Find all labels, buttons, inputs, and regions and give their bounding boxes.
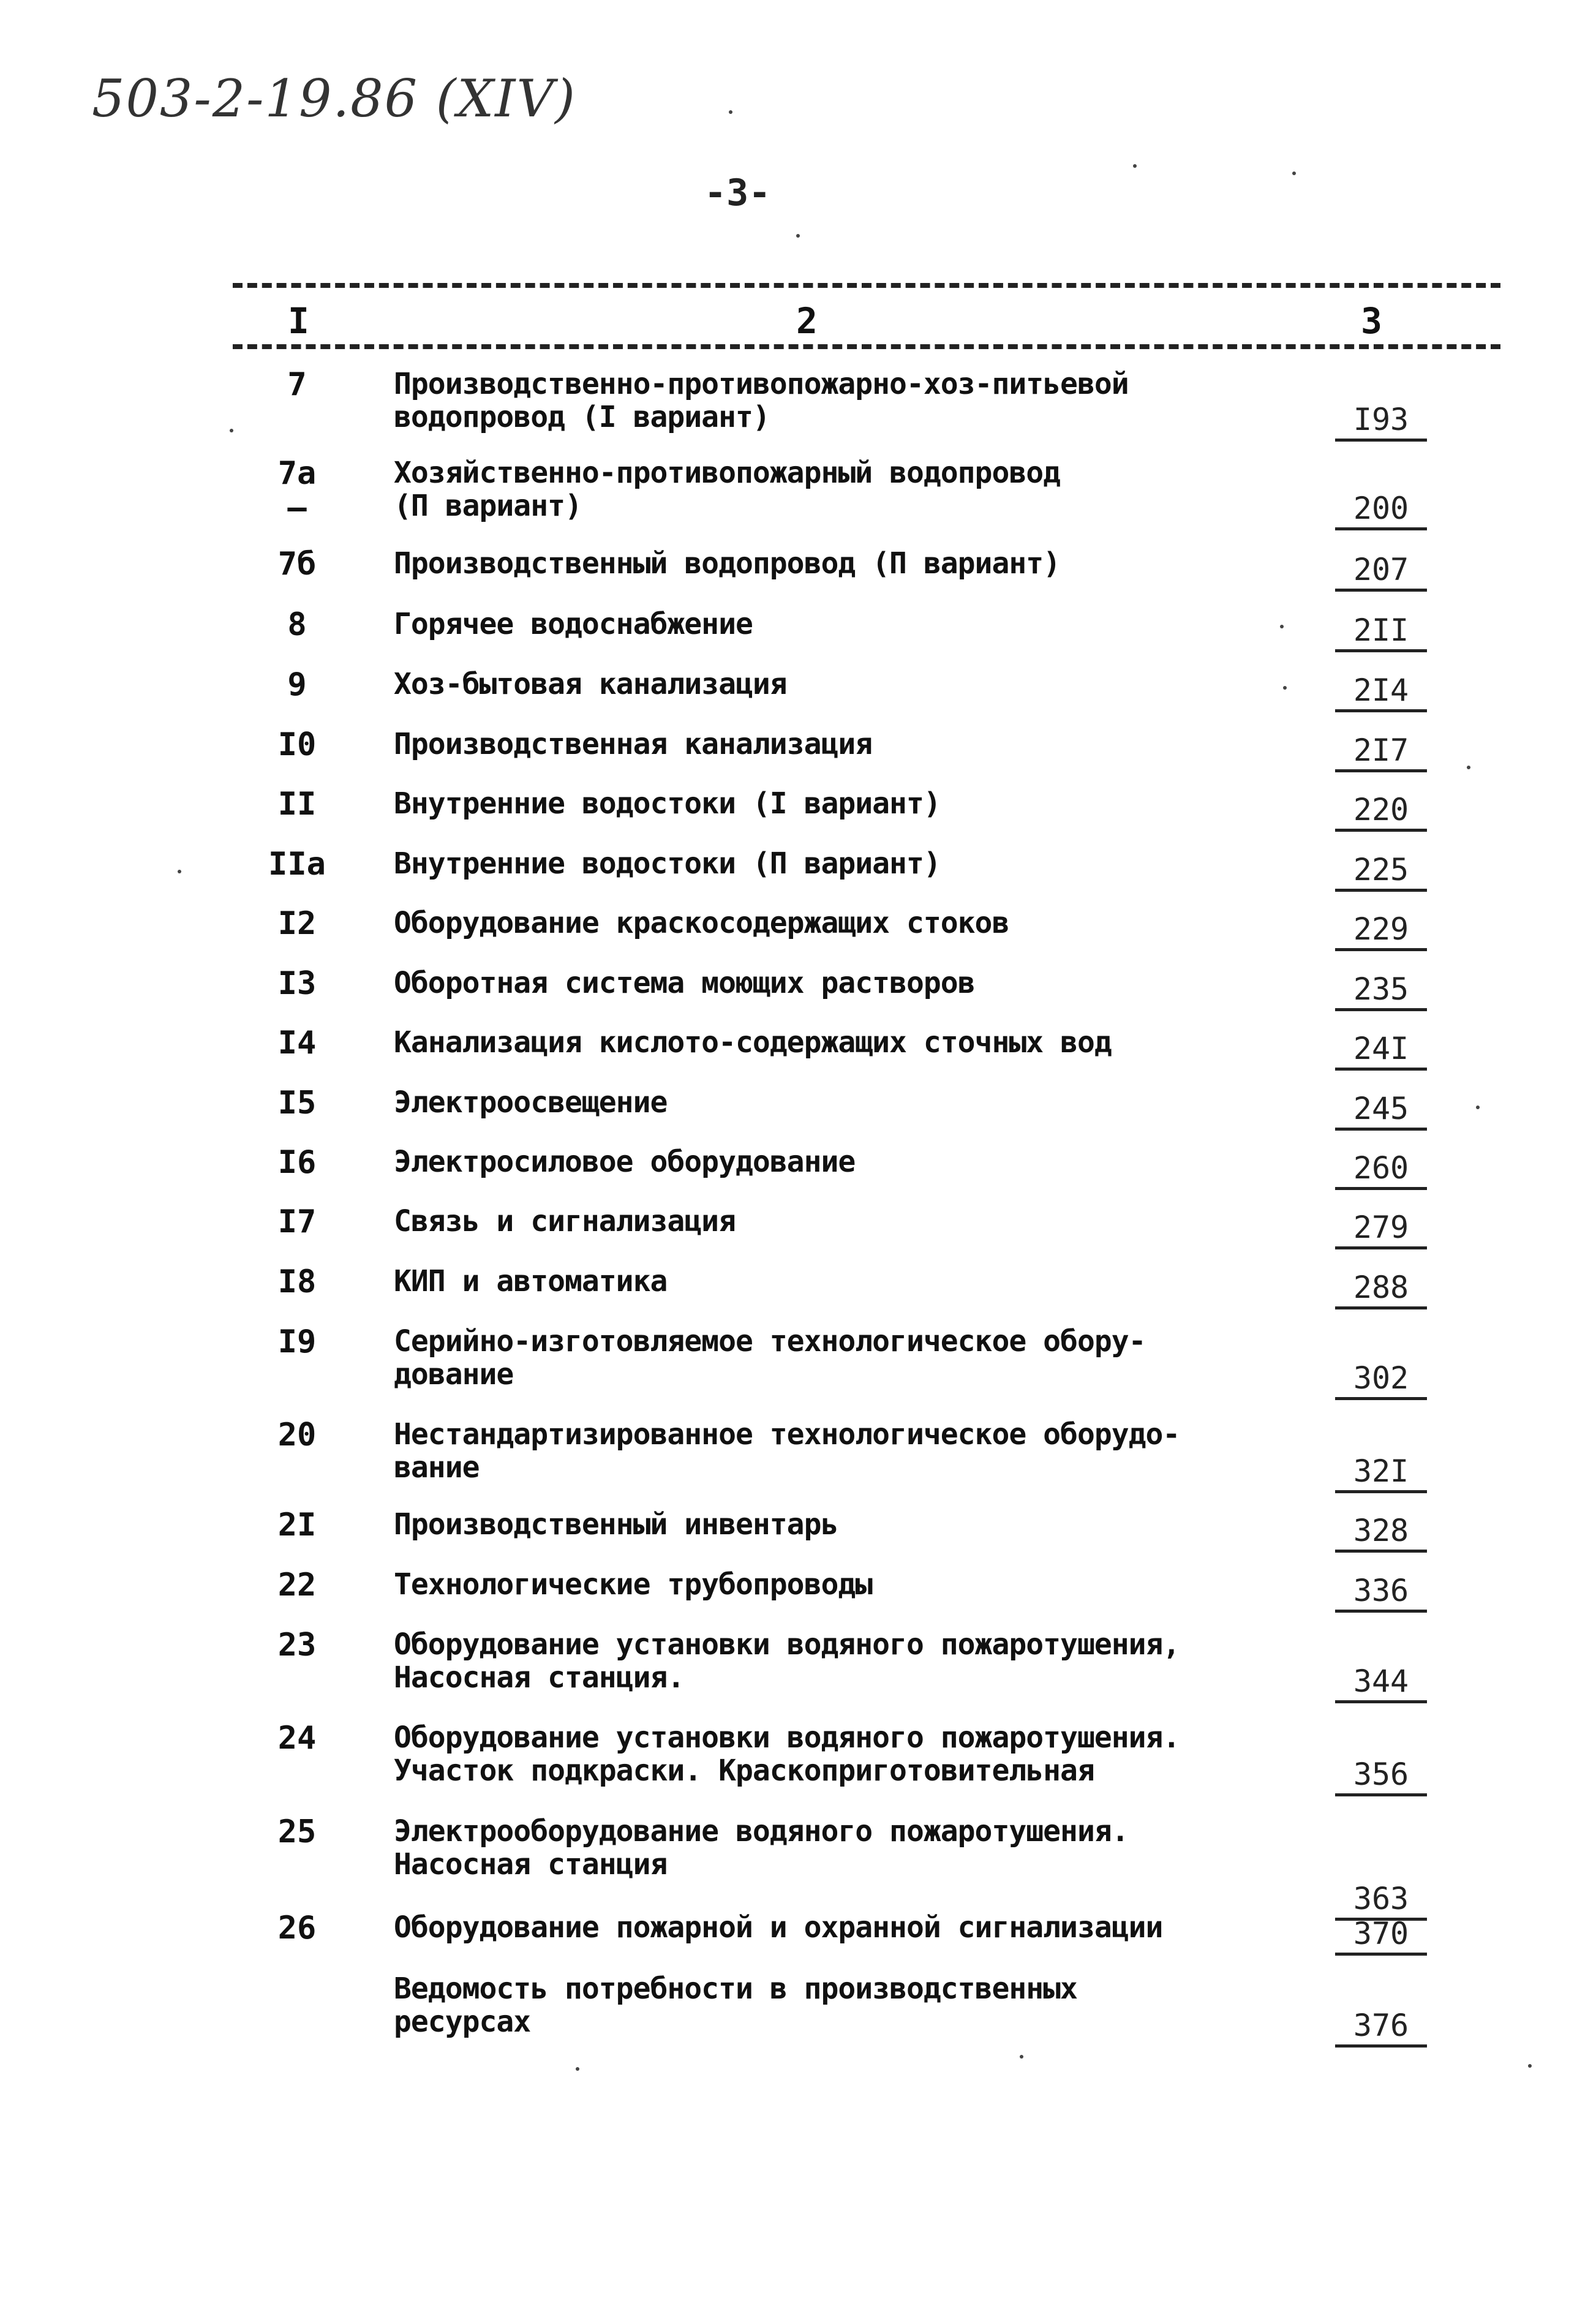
row-page: 302 [1335, 1362, 1427, 1400]
row-page: 336 [1335, 1574, 1427, 1613]
scan-speck [1020, 2055, 1023, 2059]
row-number-text: I3 [277, 965, 317, 1002]
scan-speck [1280, 625, 1284, 628]
row-page: 2I4 [1335, 674, 1427, 712]
row-number [233, 608, 361, 642]
row-title: Производственный водопровод (П вариант) [394, 546, 1061, 581]
row-number-text: IIа [268, 846, 326, 883]
row-title: Канализация кислото-содержащих сточных вод [394, 1025, 1112, 1060]
row-number [233, 1026, 361, 1060]
row-title: Внутренние водостоки (I вариант) [394, 786, 941, 821]
row-number [233, 966, 361, 1001]
scan-speck [178, 870, 181, 873]
row-title: Серийно-изготовляемое технологическое обору- дование [394, 1324, 1146, 1392]
row-title: Производственный инвентарь [394, 1507, 838, 1542]
scan-speck [1292, 171, 1296, 175]
table-top-rule [233, 283, 1500, 288]
row-page: 328 [1335, 1514, 1427, 1553]
row-number [233, 1325, 361, 1359]
row-number [233, 668, 361, 702]
row-number-text: 20 [277, 1417, 317, 1453]
row-number-text: I6 [277, 1144, 317, 1181]
handwritten-document-code: 503-2-19.86 (XIV) [92, 69, 576, 129]
row-page: 2I7 [1335, 734, 1427, 772]
row-number-text: II [277, 786, 317, 823]
row-page: 207 [1335, 553, 1427, 592]
row-number-text: I7 [277, 1204, 317, 1240]
row-page: 32I [1335, 1455, 1427, 1493]
row-title: Производственно-противопожарно-хоз-питьевой водопровод (I вариант) [394, 367, 1129, 434]
row-title: Связь и сигнализация [394, 1204, 736, 1238]
row-number [233, 728, 361, 762]
row-number-text: 7б [277, 546, 317, 582]
row-number-text: I8 [277, 1264, 317, 1300]
row-page: 220 [1335, 793, 1427, 832]
row-number [233, 547, 361, 581]
row-page: 245 [1335, 1092, 1427, 1131]
row-title: Хоз-бытовая канализация [394, 667, 787, 701]
row-number [233, 1086, 361, 1120]
row-number [233, 906, 361, 941]
scan-speck [1283, 686, 1287, 690]
row-page: 24I [1335, 1032, 1427, 1071]
row-page: 344 [1335, 1665, 1427, 1703]
row-page: 363 [1335, 1882, 1427, 1921]
row-title: Оборотная система моющих растворов [394, 966, 975, 1000]
row-number [233, 1815, 361, 1849]
table-header-rule [233, 344, 1500, 349]
row-page: I93 [1335, 403, 1427, 442]
row-number-text: 23 [277, 1627, 317, 1663]
scan-speck [230, 429, 233, 432]
row-number-text: 7а [277, 455, 317, 492]
row-number [233, 787, 361, 821]
row-number [233, 1265, 361, 1299]
scan-speck [1467, 766, 1470, 769]
row-number-text: 22 [277, 1567, 317, 1603]
row-number [233, 367, 361, 402]
row-number [233, 1721, 361, 1755]
row-title: Нестандартизированное технологическое оборудо- вание [394, 1417, 1180, 1485]
row-number-text: 8 [287, 606, 307, 643]
row-number [233, 1508, 361, 1542]
row-page: 376 [1335, 2009, 1427, 2048]
scan-speck [796, 234, 800, 238]
scan-speck [576, 2067, 579, 2071]
row-title: Технологические трубопроводы [394, 1567, 873, 1602]
row-number-text: I9 [277, 1324, 317, 1360]
row-number-text: 25 [277, 1814, 317, 1850]
row-number-mark: – [287, 489, 307, 526]
row-page: 288 [1335, 1271, 1427, 1309]
row-page: 260 [1335, 1151, 1427, 1190]
row-number [233, 847, 361, 881]
row-title: Электросиловое оборудование [394, 1145, 856, 1179]
row-title: Электроосвещение [394, 1085, 668, 1120]
row-number [233, 1205, 361, 1239]
row-number-text: I2 [277, 905, 317, 942]
row-page: 2II [1335, 614, 1427, 652]
row-title: Электрооборудование водяного пожаротушения. Насосная станция [394, 1814, 1129, 1882]
row-title: Оборудование пожарной и охранной сигнализации [394, 1910, 1163, 1945]
column-header-title: 2 [796, 300, 818, 342]
row-title: Оборудование установки водяного пожаротушения. Участок подкраски. Краскоприготовительная [394, 1720, 1180, 1788]
row-number [233, 456, 361, 525]
row-number-text: 2I [277, 1507, 317, 1543]
row-number-text: I0 [277, 726, 317, 763]
row-number [233, 1568, 361, 1602]
row-number-text: I5 [277, 1085, 317, 1121]
row-title: Горячее водоснабжение [394, 607, 753, 641]
column-header-number: I [288, 300, 309, 342]
row-page: 356 [1335, 1758, 1427, 1796]
row-page: 200 [1335, 492, 1427, 530]
row-title: Производственная канализация [394, 727, 873, 761]
row-page: 370 [1335, 1917, 1427, 1956]
row-number [233, 1418, 361, 1452]
row-page: 279 [1335, 1211, 1427, 1249]
row-title: КИП и автоматика [394, 1264, 668, 1298]
row-title: Хозяйственно-противопожарный водопровод (П вариант) [394, 456, 1061, 523]
row-number [233, 1628, 361, 1662]
row-title: Ведомость потребности в производственных ресурсах [394, 1972, 1077, 2039]
row-page: 229 [1335, 913, 1427, 951]
row-number-text: 9 [287, 666, 307, 703]
row-number-text: I4 [277, 1025, 317, 1061]
row-number [233, 1145, 361, 1180]
row-title: Оборудование установки водяного пожаротушения, Насосная станция. [394, 1627, 1180, 1695]
row-number-text: 24 [277, 1720, 317, 1757]
row-number-text: 26 [277, 1910, 317, 1946]
scan-speck [729, 110, 732, 114]
row-title: Внутренние водостоки (П вариант) [394, 846, 941, 881]
scan-speck [1528, 2064, 1532, 2068]
row-title: Оборудование краскосодержащих стоков [394, 906, 1009, 940]
row-page: 225 [1335, 853, 1427, 892]
page-number: -3- [704, 171, 771, 214]
scan-speck [1476, 1106, 1480, 1109]
row-number [233, 1911, 361, 1945]
row-page: 235 [1335, 973, 1427, 1011]
column-header-page: 3 [1361, 300, 1382, 342]
scan-speck [1133, 164, 1137, 168]
row-number-text: 7 [287, 366, 307, 403]
